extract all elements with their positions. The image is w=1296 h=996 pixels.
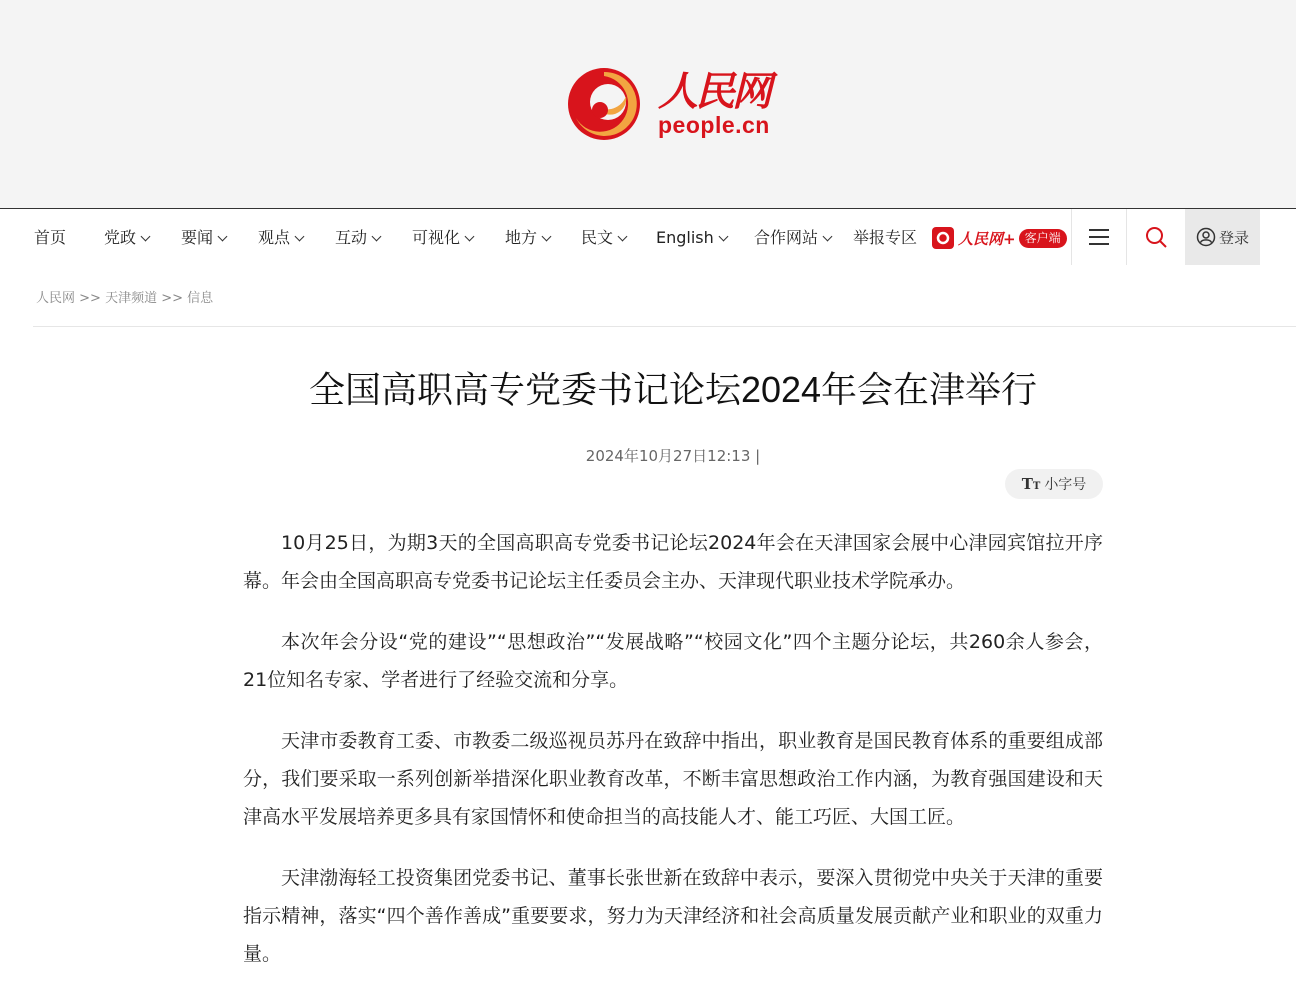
chevron-down-icon: [141, 232, 151, 242]
chevron-down-icon: [718, 232, 728, 242]
chevron-down-icon: [618, 232, 628, 242]
chevron-down-icon: [295, 232, 305, 242]
hamburger-menu-icon: [1089, 228, 1109, 246]
nav-keshihua-label: 可视化: [412, 228, 461, 247]
nav-yaowen-label: 要闻: [181, 228, 214, 247]
chevron-down-icon: [372, 232, 382, 242]
site-header: [0, 0, 1296, 208]
login-label: 登录: [1218, 228, 1249, 247]
logo-chinese-text: 人民网: [658, 68, 769, 115]
article-title: 全国高职高专党委书记论坛2024年会在津举行: [308, 369, 1038, 410]
breadcrumb-link-info[interactable]: 信息: [187, 291, 214, 306]
app-name: 人民网+: [958, 229, 1016, 248]
nav-minwen-label: 民文: [581, 228, 614, 247]
app-badge: 客户端: [1019, 229, 1067, 248]
login-button[interactable]: [1185, 209, 1260, 265]
nav-keshihua[interactable]: [412, 209, 473, 265]
nav-guandian[interactable]: [258, 209, 303, 265]
breadcrumb-separator: >>: [75, 291, 106, 306]
breadcrumb-separator: >>: [157, 291, 188, 306]
article-paragraph: 10月25日，为期3天的全国高职高专党委书记论坛2024年会在天津国家会展中心津园宾馆拉开序幕。年会由全国高职高专党委书记论坛主任委员会主办、天津现代职业技术学院承办。: [243, 532, 1103, 592]
nav-difang[interactable]: [505, 209, 550, 265]
article-paragraph: 天津渤海轻工投资集团党委书记、董事长张世新在致辞中表示，要深入贯彻党中央关于天津的重要指示精神，落实“四个善作善成”重要要求，努力为天津经济和社会高质量发展贡献产业和职业的双重力量。: [243, 867, 1103, 965]
chevron-down-icon: [542, 232, 552, 242]
nav-home[interactable]: [34, 209, 66, 265]
article-paragraph: 天津市委教育工委、市教委二级巡视员苏丹在致辞中指出，职业教育是国民教育体系的重要组成部分，我们要采取一系列创新举措深化职业教育改革，不断丰富思想政治工作内涵，为教育强国建设和天津高水平发展培养更多具有家国情怀和使命担当的高技能人才、能工巧匠、大国工匠。: [243, 730, 1103, 828]
chevron-down-icon: [218, 232, 228, 242]
app-download-link[interactable]: [932, 227, 1067, 249]
chevron-down-icon: [465, 232, 475, 242]
article-body: [243, 524, 1103, 996]
logo-english-text: people.cn: [658, 112, 770, 138]
font-size-icon: TT: [1021, 475, 1041, 493]
nav-report[interactable]: [853, 209, 917, 265]
nav-english-label: English: [656, 228, 714, 247]
nav-home-label: 首页: [34, 228, 67, 247]
user-icon: [1196, 227, 1216, 247]
nav-difang-label: 地方: [505, 228, 538, 247]
logo-emblem-icon: [566, 66, 642, 142]
article-meta: 2024年10月27日12:13 |: [585, 447, 761, 465]
breadcrumb-link-people[interactable]: 人民网: [36, 291, 76, 306]
search-button[interactable]: [1127, 209, 1184, 265]
nav-report-label: 举报专区: [853, 228, 918, 247]
nav-hudong-label: 互动: [335, 228, 368, 247]
nav-english[interactable]: [656, 209, 727, 265]
nav-minwen[interactable]: [581, 209, 626, 265]
article-paragraph: 本次年会分设“党的建设”“思想政治”“发展战略”“校园文化”四个主题分论坛，共260余人参会，21位知名专家、学者进行了经验交流和分享。: [243, 631, 1103, 691]
main-nav: [0, 208, 1296, 265]
nav-dangzheng-label: 党政: [104, 228, 137, 247]
people-cn-logo[interactable]: [566, 60, 782, 146]
menu-button[interactable]: [1072, 209, 1126, 265]
breadcrumb-link-tianjin[interactable]: 天津频道: [105, 291, 158, 306]
breadcrumb: [36, 287, 213, 306]
font-size-toggle-button[interactable]: [1005, 469, 1103, 499]
nav-yaowen[interactable]: [181, 209, 226, 265]
nav-partner-sites[interactable]: [754, 209, 831, 265]
font-size-label: 小字号: [1044, 477, 1087, 493]
chevron-down-icon: [823, 232, 833, 242]
nav-dangzheng[interactable]: [104, 209, 149, 265]
nav-partner-sites-label: 合作网站: [754, 228, 819, 247]
app-logo-icon: [932, 227, 954, 249]
nav-guandian-label: 观点: [258, 228, 291, 247]
divider: [33, 326, 1296, 327]
search-icon: [1145, 226, 1167, 248]
nav-hudong[interactable]: [335, 209, 380, 265]
